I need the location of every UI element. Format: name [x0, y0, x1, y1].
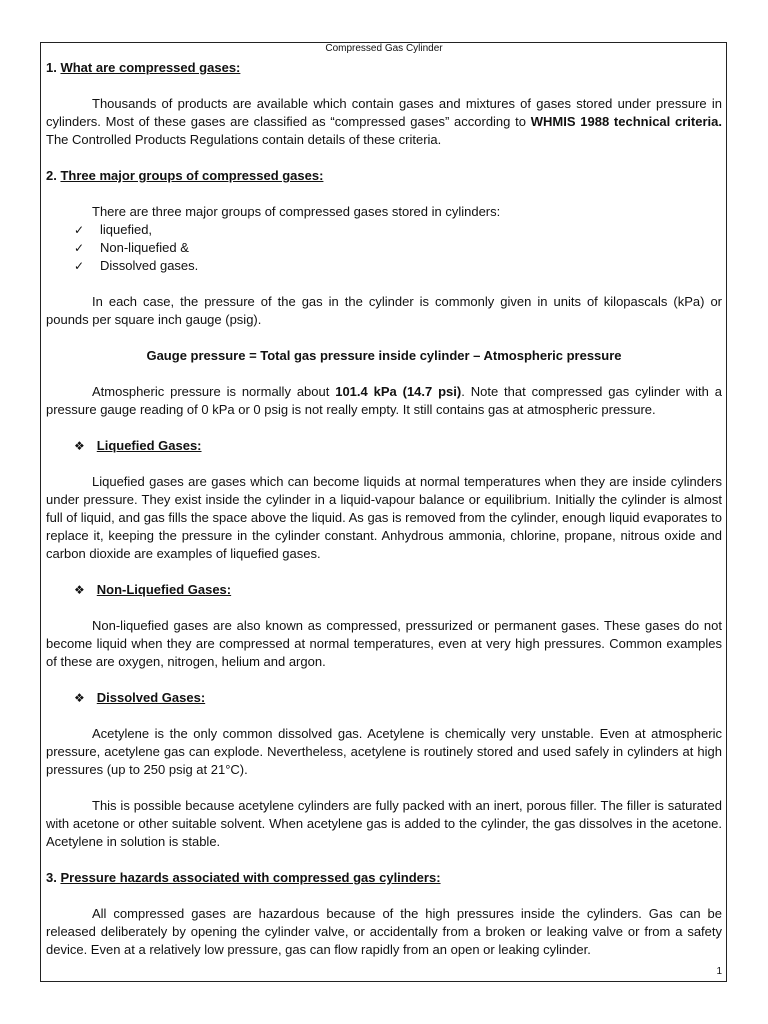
dissolved-paragraph-1: Acetylene is the only common dissolved gas. Acetylene is chemically very unstable. Even at atmospheric pressure, acetylene gas can explode. Nevertheless, acetylene is routinely stored and used safely in cylinders at high pressures (up to 250 psig at 21°C).: [46, 726, 722, 777]
document-title: Compressed Gas Cylinder: [325, 43, 443, 54]
non-liquefied-paragraph: Non-liquefied gases are also known as compressed, pressurized or permanent gases. These gases do not become liquid when they are compressed at normal temperatures, even at very high pressures. Common examples of these are oxygen, nitrogen, helium and argon.: [46, 618, 722, 669]
whmis-reference: WHMIS 1988 technical criteria.: [530, 114, 722, 129]
list-item: ✓ Non-liquefied &: [74, 239, 722, 257]
section-2-heading: 2. Three major groups of compressed gases:: [46, 168, 324, 183]
diamond-bullet-icon: ❖: [74, 583, 85, 597]
section-1-paragraph: Thousands of products are available which contain gases and mixtures of gases stored under pressure in cylinders. Most of these gases are classified as “compressed gases” according to WHMIS 1988 technical criteria. The Controlled Products Regulations contain details of these criteria.: [46, 96, 722, 147]
groups-intro: There are three major groups of compressed gases stored in cylinders:: [92, 204, 501, 219]
dissolved-heading: ❖ Dissolved Gases:: [74, 690, 206, 705]
diamond-bullet-icon: ❖: [74, 439, 85, 453]
page-number: 1: [716, 966, 722, 977]
gas-groups-list: [46, 221, 722, 275]
gauge-pressure-formula: Gauge pressure = Total gas pressure inside cylinder – Atmospheric pressure: [146, 348, 622, 363]
liquefied-paragraph: Liquefied gases are gases which can become liquids at normal temperatures when they are inside cylinders under pressure. They exist inside the cylinder in a liquid-vapour balance or equilibrium. Initially the cylinder is almost full of liquid, and gas fills the space above the liquid. As gas is removed from the cylinder, enough liquid evaporates to replace it, keeping the pressure in the cylinder constant. Anhydrous ammonia, chlorine, propane, nitrous oxide and carbon dioxide are examples of liquefied gases.: [46, 474, 722, 561]
section-1-heading: 1. What are compressed gases:: [46, 60, 241, 75]
pressure-hazards-paragraph: All compressed gases are hazardous because of the high pressures inside the cylinders. Gas can be released deliberately by opening the cylinder valve, or accidentally from a broken or leaking valve or from a safety device. Even at a relatively low pressure, gas can flow rapidly from an open or leaking cylinder.: [46, 906, 722, 957]
dissolved-paragraph-2: This is possible because acetylene cylinders are fully packed with an inert, porous filler. The filler is saturated with acetone or other suitable solvent. When acetylene gas is added to the cylinder, the gas dissolves in the acetone. Acetylene in solution is stable.: [46, 798, 722, 849]
atmospheric-pressure-paragraph: Atmospheric pressure is normally about 101.4 kPa (14.7 psi). Note that compressed gas cylinder with a pressure gauge reading of 0 kPa or 0 psig is not really empty. It still contains gas at atmospheric pressure.: [46, 384, 722, 417]
liquefied-heading: ❖ Liquefied Gases:: [74, 438, 202, 453]
diamond-bullet-icon: ❖: [74, 691, 85, 705]
document-body: [46, 43, 722, 959]
list-item: ✓ Dissolved gases.: [74, 257, 722, 275]
non-liquefied-heading: ❖ Non-Liquefied Gases:: [74, 582, 232, 597]
section-1-heading-text: What are compressed gases:: [60, 60, 241, 75]
pressure-units-paragraph: In each case, the pressure of the gas in the cylinder is commonly given in units of kilopascals (kPa) or pounds per square inch gauge (psig).: [46, 294, 722, 327]
section-3-heading: 3. Pressure hazards associated with compressed gas cylinders:: [46, 870, 441, 885]
section-3-heading-text: Pressure hazards associated with compressed gas cylinders:: [60, 870, 441, 885]
list-item: ✓ liquefied,: [74, 221, 722, 239]
atmospheric-value: 101.4 kPa (14.7 psi): [335, 384, 462, 399]
section-2-heading-text: Three major groups of compressed gases:: [60, 168, 324, 183]
